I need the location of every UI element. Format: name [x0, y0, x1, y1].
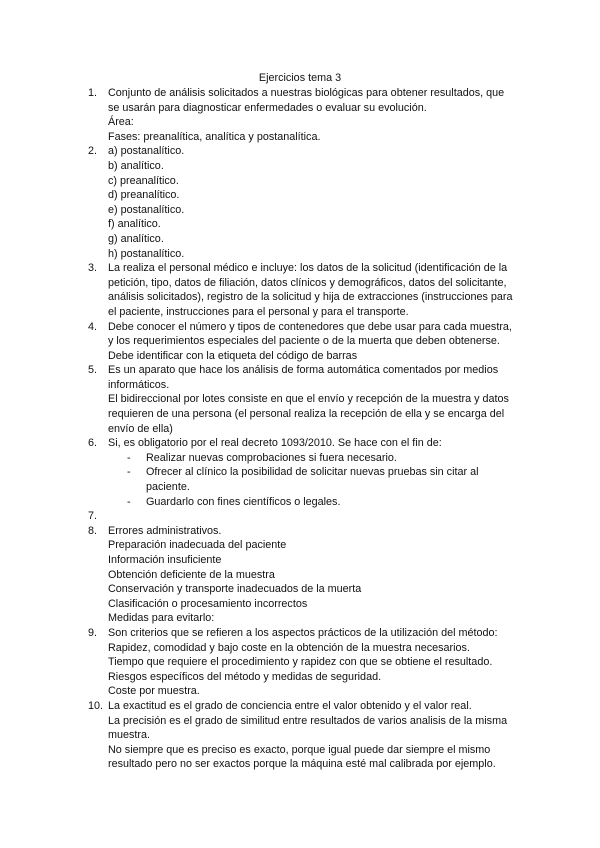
bullet-dash: - [127, 451, 131, 464]
item-text-line: a) postanalítico. [108, 145, 185, 158]
item-text-line: Riesgos específicos del método y medidas de seguridad. [108, 670, 382, 683]
item-text-line: Área: [108, 116, 134, 129]
item-text-line: Información insuficiente [108, 554, 222, 566]
item-number: 1. [88, 87, 98, 99]
item-number: 7. [88, 510, 98, 523]
item-text-line: f) analítico. [108, 218, 161, 231]
document-title: Ejercicios tema 3 [258, 72, 342, 84]
bullet-item [0, 480, 600, 495]
item-text-line: Preparación inadecuada del paciente [108, 539, 287, 552]
bullet-dash: - [127, 466, 131, 479]
exercise-item [0, 524, 600, 626]
item-number: 6. [88, 437, 98, 450]
item-text-line: Son criterios que se refieren a los aspectos prácticos de la utilización del método: [108, 626, 498, 639]
item-text-line: Conjunto de análisis solicitados a nuestras biológicas para obtener resultados, que [108, 87, 505, 99]
item-text-line: resultado pero no ser exactos porque la máquina esté mal calibrada por ejemplo. [108, 758, 496, 771]
item-text-line: el paciente, instrucciones para el personal y para el transporte. [108, 305, 409, 318]
item-text-line: y los requerimientos especiales del paciente o de la muerta que deben obtenerse. [108, 335, 500, 348]
item-text-line: La exactitud es el grado de conciencia entre el valor obtenido y el valor real. [108, 699, 472, 712]
exercise-item [0, 436, 600, 509]
item-text-line: d) preanalítico. [108, 189, 180, 202]
exercise-item [0, 86, 600, 144]
item-text-line: se usarán para diagnosticar enfermedades o evaluar su evolución. [108, 101, 427, 114]
item-number: 10. [88, 699, 104, 712]
item-number: 9. [88, 626, 98, 639]
exercise-item [0, 699, 600, 772]
item-text-line: c) preanalítico. [108, 174, 179, 187]
item-text-line: muestra. [108, 729, 151, 742]
item-number: 8. [88, 524, 98, 537]
exercise-item [0, 509, 600, 524]
bullet-item [0, 465, 600, 480]
exercise-item [0, 363, 600, 436]
item-number: 3. [88, 262, 98, 275]
item-text-line: Medidas para evitarlo: [108, 612, 215, 625]
item-text-line: análisis solicitados), registro de la solicitud y hija de extracciones (instrucciones para [108, 291, 513, 304]
bullet-text: Ofrecer al clínico la posibilidad de solicitar nuevas pruebas sin citar al [146, 466, 479, 479]
item-text-line: La precisión es el grado de similitud entre resultados de varios analisis de la misma [108, 714, 508, 727]
item-text-line: Obtención deficiente de la muestra [108, 568, 275, 581]
item-text-line: No siempre que es preciso es exacto, porque igual puede dar siempre el mismo [108, 743, 491, 756]
exercise-item [0, 144, 600, 261]
item-text-line: e) postanalítico. [108, 203, 185, 216]
item-text-line: Debe identificar con la etiqueta del código de barras [108, 349, 358, 362]
item-text-line: Clasificación o procesamiento incorrectos [108, 597, 308, 610]
bullet-text: Guardarlo con fines científicos o legales. [146, 495, 341, 508]
item-text-line: Debe conocer el número y tipos de contenedores que debe usar para cada muestra, [108, 320, 512, 333]
item-text-line: Tiempo que requiere el procedimiento y rapidez con que se obtiene el resultado. [108, 656, 493, 669]
bullet-dash: - [127, 495, 131, 508]
item-text-line: El bidireccional por lotes consiste en que el envío y recepción de la muestra y datos [108, 393, 509, 406]
item-text-line: Conservación y transporte inadecuados de la muerta [108, 583, 362, 596]
item-number: 5. [88, 364, 98, 377]
exercise-item [0, 320, 600, 364]
item-text-line: Es un aparato que hace los análisis de forma automática comentados por medios [108, 364, 499, 377]
item-number: 4. [88, 320, 98, 333]
item-text-line: informáticos. [108, 378, 170, 391]
bullet-item [0, 495, 600, 510]
exercise-list [0, 86, 600, 772]
bullet-text: Realizar nuevas comprobaciones si fuera necesario. [146, 451, 397, 464]
item-text-line: b) analítico. [108, 159, 164, 172]
exercise-item [0, 261, 600, 319]
item-text-line: h) postanalítico. [108, 247, 185, 260]
item-text-line: Errores administrativos. [108, 524, 222, 537]
item-text-line: Coste por muestra. [108, 685, 200, 698]
item-text-line: g) analítico. [108, 232, 164, 245]
item-text-line: envío de ella) [108, 422, 173, 435]
item-text-line: Si, es obligatorio por el real decreto 1093/2010. Se hace con el fin de: [108, 437, 442, 450]
item-text-line: petición, tipo, datos de filiación, datos clínicos y demográficos, datos del solicitante, [108, 276, 507, 289]
item-text-line: La realiza el personal médico e incluye: los datos de la solicitud (identificación de la [108, 262, 508, 275]
exercise-item [0, 626, 600, 699]
bullet-item [0, 451, 600, 466]
item-text-line: requieren de una persona (el personal realiza la recepción de ella y se encarga del [108, 408, 505, 421]
bullet-text: paciente. [146, 481, 190, 494]
item-text-line: Fases: preanalítica, analítica y postanalítica. [108, 130, 321, 143]
item-text-line: Rapidez, comodidad y bajo coste en la obtención de la muestra necesarios. [108, 641, 470, 654]
item-number: 2. [88, 145, 98, 158]
